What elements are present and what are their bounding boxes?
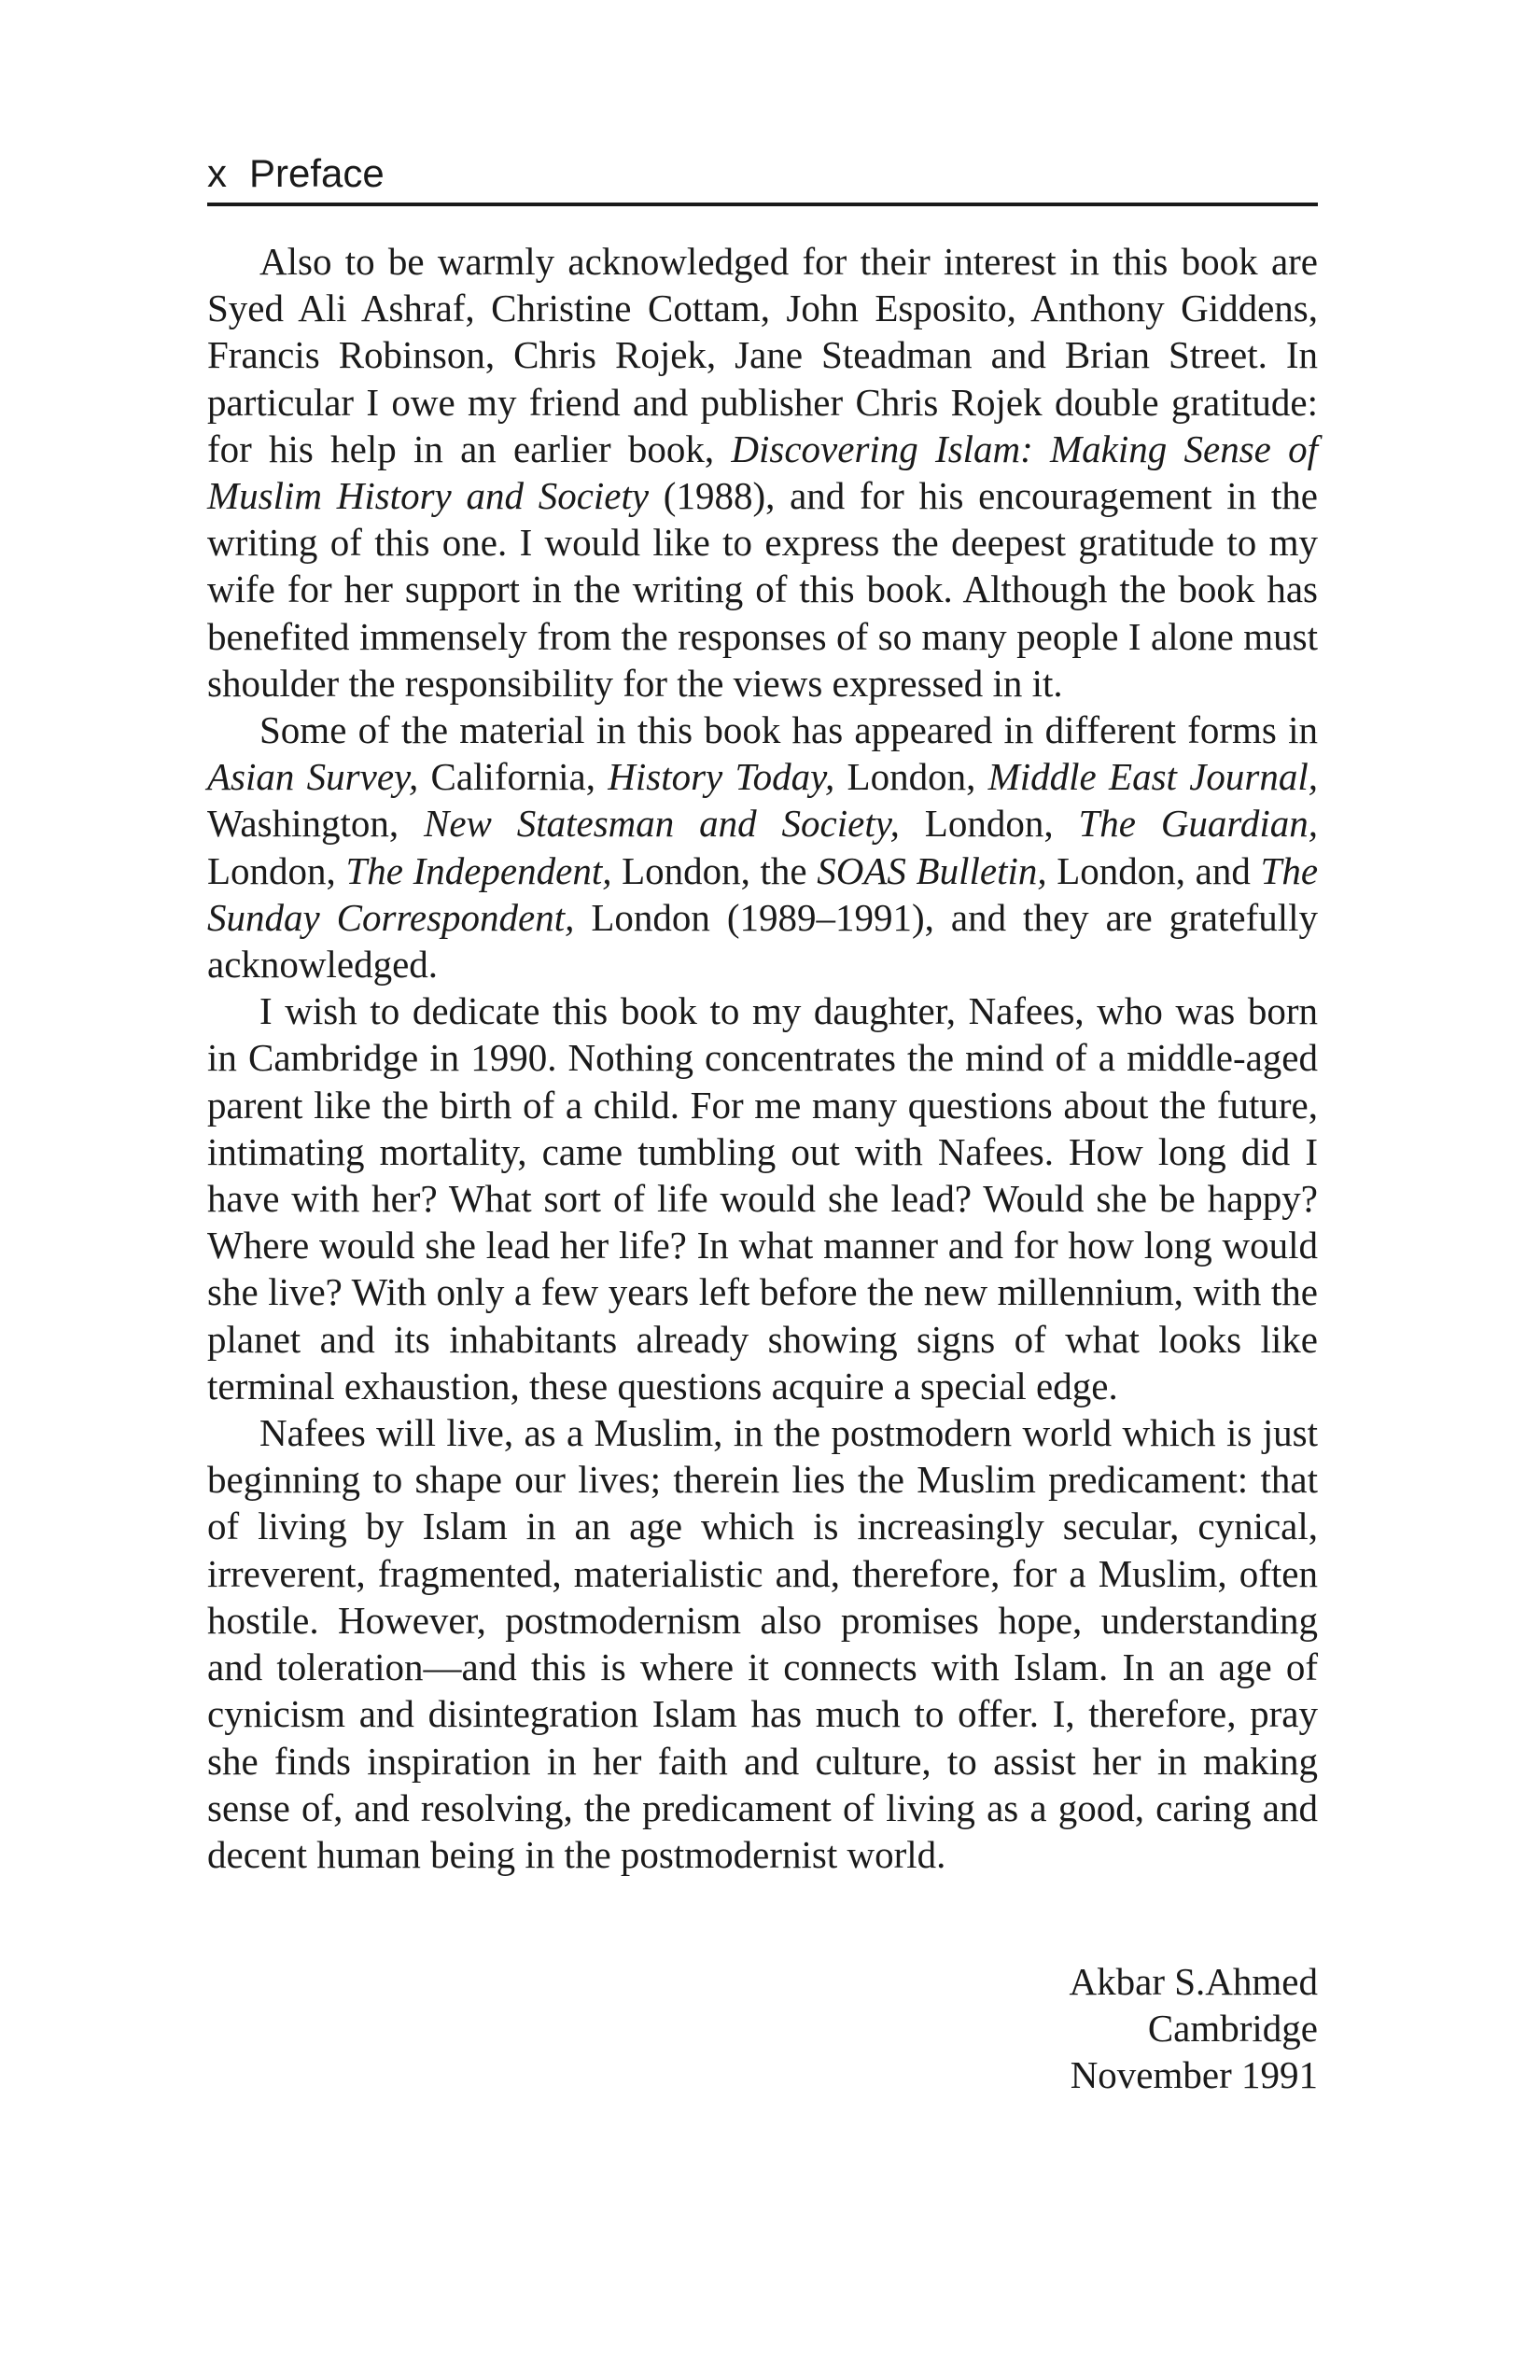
publication-title: Middle East Journal,	[987, 755, 1318, 799]
paragraph-text: (1988), and for his encouragement in the writing of this one. I would like to express the deepest gratitude to my wife for her support in the writing of this book. Although the book has benefited immensely from the responses of so many people I alone must shoulder the responsibility for the views expressed in it.	[207, 474, 1318, 705]
paragraph-text: Also to be warmly acknowledged for their interest in this book are Syed Ali Ashraf, Christine Cottam, John Esposito, Anthony Giddens, Francis Robinson, Chris Rojek, Jane Steadman and Brian Street. In particular I owe my friend and publisher Chris Rojek double gratitude: for his help in an earlier book,	[207, 240, 1318, 470]
preface-body	[207, 238, 1318, 1878]
signature-block	[1070, 1958, 1318, 2099]
book-title: Discovering Islam: Making Sense of Muslim History and Society	[207, 427, 1318, 518]
publication-title: SOAS Bulletin,	[817, 848, 1047, 892]
signature-place: Cambridge	[1147, 2007, 1318, 2051]
publication-title: The Independent,	[345, 848, 612, 892]
paragraph-text: London,	[899, 802, 1079, 846]
paragraph-dedication: I wish to dedicate this book to my daughter, Nafees, who was born in Cambridge in 1990. Nothing concentrates the mind of a middle-aged parent like the birth of a child. For me many questions about the future, intimating mortality, came tumbling out with Nafees. How long did I have with her? What sort of life would she lead? Would she be happy? Where would she lead her life? In what manner and for how long would she live? With only a few years left before the new millennium, with the planet and its inhabitants already showing signs of what looks like terminal exhaustion, these questions acquire a special edge.	[207, 989, 1318, 1407]
publication-title: The Sunday Correspondent,	[207, 848, 1319, 939]
signature-date: November 1991	[1070, 2053, 1318, 2097]
paragraph-text: Some of the material in this book has appeared in different forms in	[259, 708, 1318, 752]
page-number: x	[207, 151, 227, 195]
paragraph-text: London,	[207, 848, 346, 892]
publication-title: The Guardian,	[1078, 802, 1319, 846]
paragraph-postmodern: Nafees will live, as a Muslim, in the postmodern world which is just beginning to shape our lives; therein lies the Muslim predicament: that of living by Islam in an age which is increasingly secular, cynical, irreverent, fragmented, materialistic and, therefore, for a Muslim, often hostile. However, postmodernism also promises hope, understanding and toleration—and this is where it connects with Islam. In an age of cynicism and disintegration Islam has much to offer. I, therefore, pray she finds inspiration in her faith and culture, to assist her in making sense of, and resolving, the predicament of living as a good, caring and decent human being in the postmodernist world.	[207, 1411, 1318, 1876]
paragraph-text: California,	[418, 755, 609, 799]
publication-title: History Today,	[608, 755, 835, 799]
publication-title: Asian Survey,	[207, 755, 419, 799]
running-header	[207, 145, 1318, 206]
paragraph-publications	[207, 707, 1318, 987]
paragraph-text: London,	[834, 755, 988, 799]
section-title: Preface	[249, 151, 385, 195]
publication-title: New Statesman and Society,	[423, 802, 900, 846]
author-name: Akbar S.Ahmed	[1069, 1960, 1318, 2003]
paragraph-text: Washington,	[207, 802, 424, 846]
paragraph-acknowledgements	[207, 238, 1318, 707]
paragraph-text: London (1989–1991), and they are gratefully acknowledged.	[207, 895, 1318, 987]
paragraph-text: London, and	[1046, 848, 1261, 892]
paragraph-text: London, the	[611, 848, 818, 892]
